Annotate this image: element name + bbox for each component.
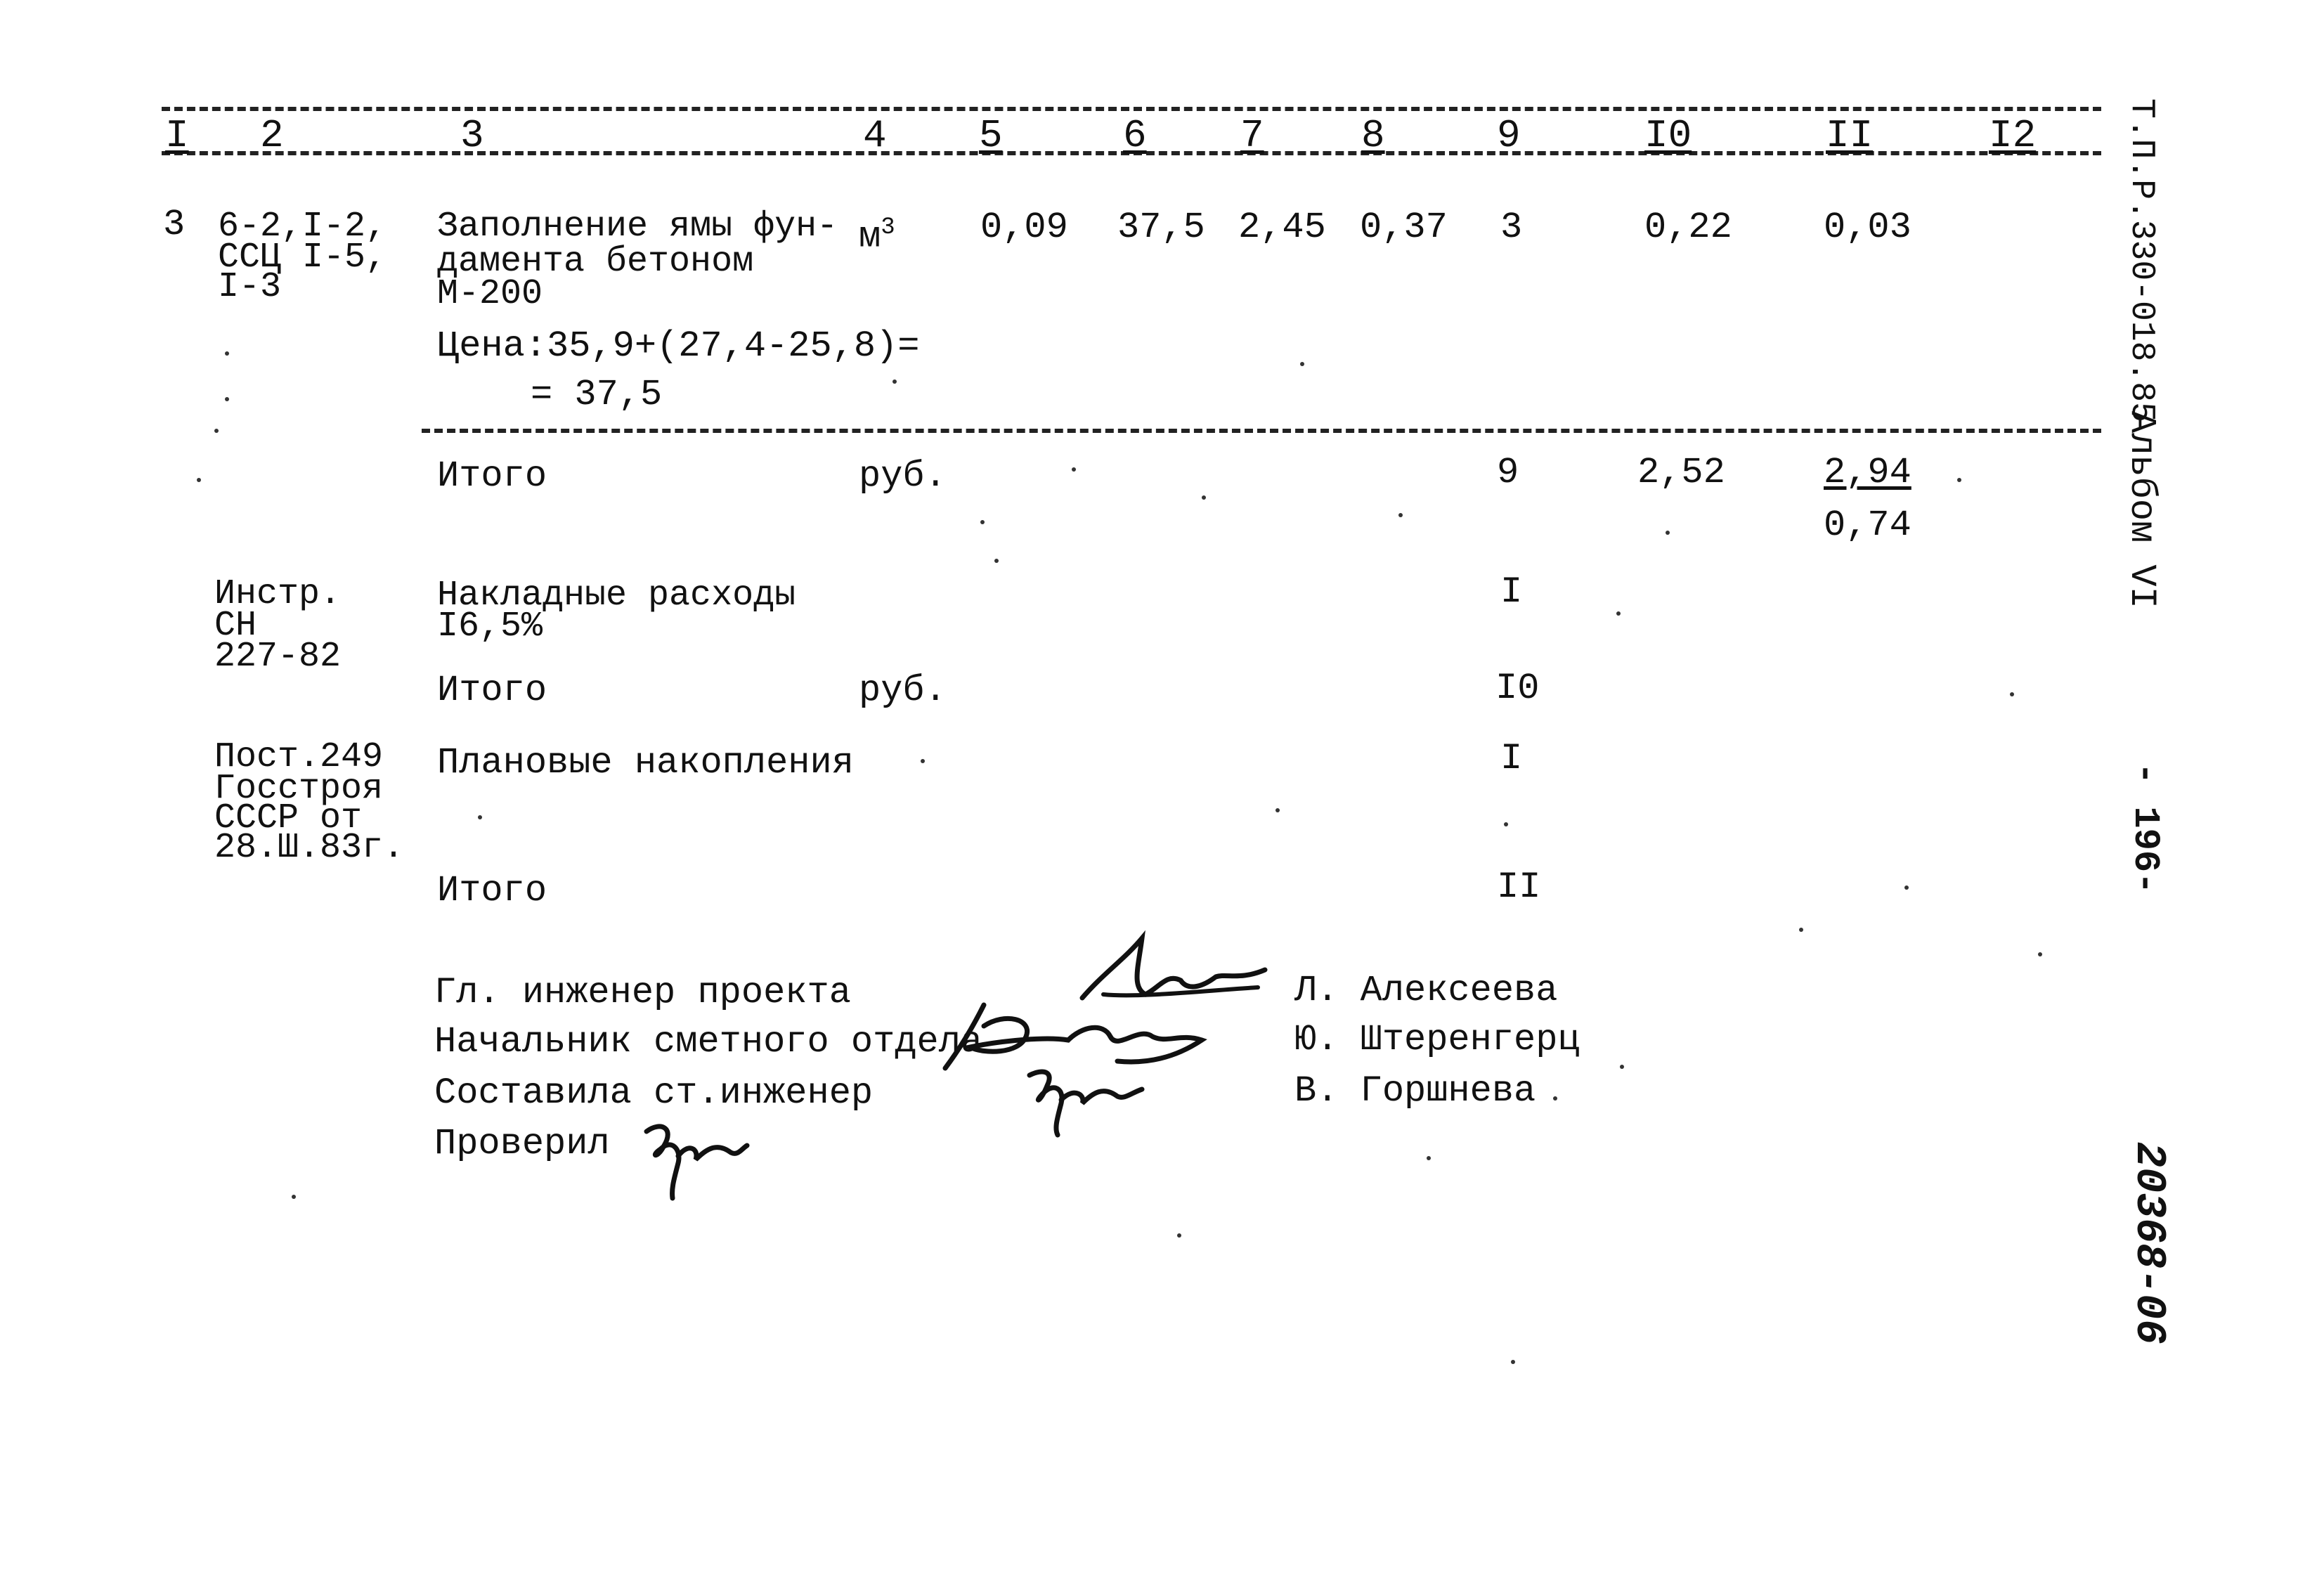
row-separator-rule	[422, 429, 2101, 433]
row-number: 3	[163, 204, 186, 245]
overhead-ref-line-3: 227-82	[214, 637, 342, 677]
col-header-3: 3	[460, 113, 484, 158]
total-col-10: 2,52	[1637, 452, 1725, 493]
row-unit	[859, 208, 895, 257]
overhead-ref-line-1: Инстр.	[214, 574, 342, 614]
total-unit: руб.	[859, 670, 947, 711]
planned-ref-line-4: 28.Ш.83г.	[214, 828, 405, 868]
unit-superscript: 3	[881, 214, 895, 241]
scan-speck	[197, 478, 201, 482]
handwritten-signature-3	[1026, 1061, 1145, 1138]
scan-speck	[1202, 495, 1206, 500]
scan-speck	[292, 1195, 296, 1199]
col-header-10: I0	[1644, 113, 1692, 158]
row-name-line-3: М-200	[437, 274, 543, 314]
total-col-9: II	[1497, 867, 1541, 908]
scan-speck	[1504, 822, 1508, 826]
row-code-line-1: 6-2,I-2,	[218, 207, 387, 247]
scan-speck	[2038, 952, 2042, 956]
scan-speck	[225, 351, 229, 356]
col-header-4: 4	[863, 113, 887, 158]
overhead-ref-line-2: СН	[214, 606, 257, 646]
row-code-line-3: I-3	[218, 267, 282, 307]
signatory-name-1: Л. Алексеева	[1294, 970, 1558, 1011]
scan-speck	[1553, 1096, 1557, 1101]
col-header-2: 2	[260, 113, 284, 158]
doc-code-margin: Т.П.Р.330-018.85	[2122, 98, 2160, 422]
planned-col-9: I	[1500, 738, 1523, 779]
price-formula-line-1: Цена:35,9+(27,4-25,8)=	[437, 325, 920, 367]
scan-speck	[478, 815, 482, 819]
scan-speck	[1616, 611, 1621, 616]
scan-speck	[1300, 362, 1304, 366]
album-margin: Альбом VI	[2121, 411, 2162, 609]
scan-speck	[1177, 1233, 1181, 1238]
row-col-5: 0,09	[980, 207, 1068, 248]
scan-speck	[1398, 513, 1403, 517]
row-name-line-2: дамента бетоном	[437, 242, 754, 282]
header-top-rule	[162, 107, 2101, 111]
planned-ref-line-2: Госстроя	[214, 769, 384, 809]
planned-ref-line-1: Пост.249	[214, 737, 384, 777]
signatory-name-3: В. Горшнева	[1294, 1070, 1536, 1112]
scan-speck	[1957, 478, 1961, 482]
col-header-6: 6	[1123, 113, 1147, 158]
row-col-8: 0,37	[1360, 207, 1448, 248]
overhead-label-line-1: Накладные расходы	[437, 576, 796, 616]
signature-role-3: Составила ст.инженер	[434, 1072, 874, 1114]
row-col-11: 0,03	[1824, 207, 1911, 248]
total-label: Итого	[437, 670, 547, 711]
scan-speck	[994, 559, 999, 563]
col-header-5: 5	[979, 113, 1003, 158]
row-col-6: 37,5	[1117, 207, 1205, 248]
total-label: Итого	[437, 455, 547, 497]
scan-speck	[1904, 885, 1909, 890]
scan-speck	[1666, 531, 1670, 535]
scan-speck	[2010, 692, 2014, 696]
scan-speck	[1427, 1156, 1431, 1160]
total-unit: руб.	[859, 455, 947, 497]
scan-speck	[214, 429, 219, 433]
scan-speck	[921, 759, 925, 763]
signature-role-2: Начальник сметного отдела	[434, 1021, 983, 1063]
total-col-11-top: 2,94	[1824, 452, 1911, 493]
scan-speck	[980, 520, 985, 524]
row-col-10: 0,22	[1644, 207, 1732, 248]
planned-label: Плановые накопления	[437, 742, 854, 784]
col-header-11: II	[1826, 113, 1874, 158]
scan-speck	[1072, 467, 1076, 472]
row-col-9: 3	[1500, 207, 1523, 248]
signature-role-4: Проверил	[434, 1123, 610, 1164]
total-label: Итого	[437, 870, 547, 911]
overhead-label-line-2: I6,5%	[437, 606, 543, 647]
page-number-margin: - 196-	[2124, 762, 2166, 895]
scan-speck	[225, 397, 229, 401]
signature-role-1: Гл. инженер проекта	[434, 972, 851, 1013]
unit-text: м	[859, 216, 881, 258]
col-header-1: I	[165, 113, 189, 158]
scan-speck	[1511, 1360, 1515, 1364]
total-col-9: 9	[1497, 452, 1519, 493]
col-header-8: 8	[1361, 113, 1385, 158]
row-code-line-2: ССЦ I-5,	[218, 238, 387, 278]
total-col-9: I0	[1495, 668, 1540, 709]
overhead-col-9: I	[1500, 571, 1523, 613]
col-header-12: I2	[1989, 113, 2037, 158]
archive-number-margin: 20368-06	[2124, 1142, 2172, 1345]
scan-speck	[1620, 1065, 1624, 1069]
handwritten-signature-1	[1075, 931, 1272, 1008]
col-header-9: 9	[1497, 113, 1521, 158]
planned-ref-line-3: СССР от	[214, 798, 363, 838]
scan-speck	[1799, 928, 1803, 932]
scan-speck	[892, 379, 897, 384]
col-header-7: 7	[1240, 113, 1264, 158]
signatory-name-2: Ю. Штеренгерц	[1294, 1019, 1580, 1060]
row-col-7: 2,45	[1238, 207, 1326, 248]
price-formula-line-2: = 37,5	[531, 374, 663, 415]
scan-speck	[1275, 808, 1280, 812]
row-name-line-1: Заполнение ямы фун-	[437, 207, 838, 247]
handwritten-signature-4	[643, 1117, 748, 1202]
total-col-11-bottom: 0,74	[1824, 505, 1911, 546]
